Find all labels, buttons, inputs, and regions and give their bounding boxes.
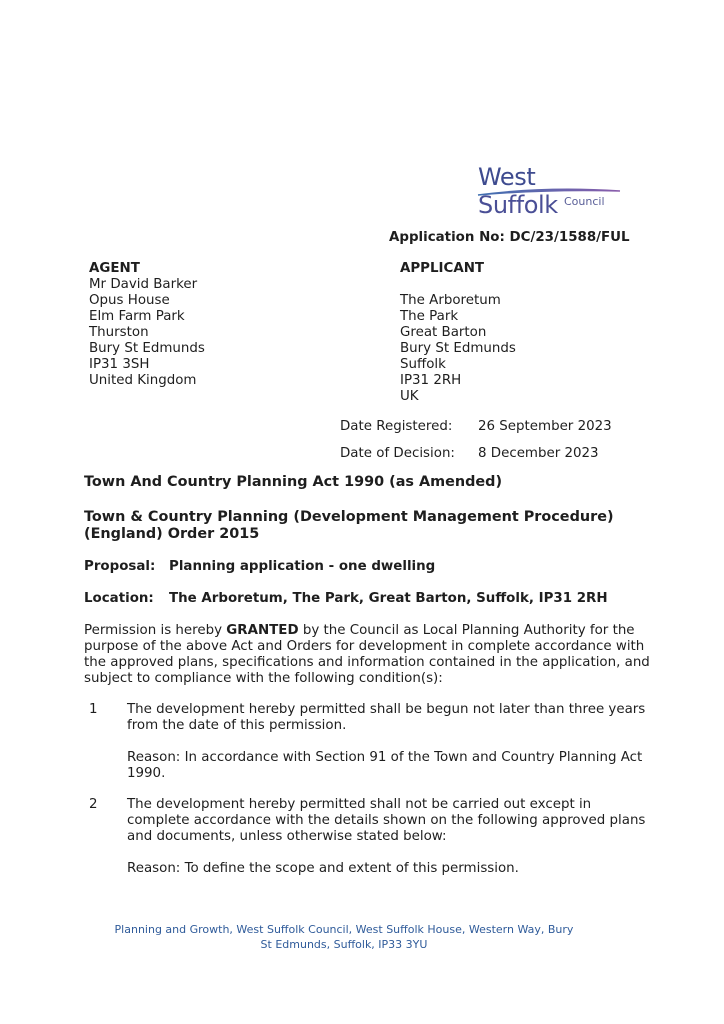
footer-line1: Planning and Growth, West Suffolk Council, West Suffolk House, Western Way, Bury (114, 923, 574, 936)
condition-reason (127, 861, 519, 877)
footer-line2: St Edmunds, Suffolk, IP33 3YU (260, 938, 428, 951)
applicant-line: UK (400, 389, 419, 404)
application-label: Application No: (389, 230, 505, 245)
permission-line: subject to compliance with the following condition(s): (84, 671, 443, 686)
applicant-heading: APPLICANT (400, 261, 485, 276)
condition-text-line: complete accordance with the details shown on the following approved plans (127, 813, 646, 828)
date-registered-label: Date Registered: (340, 419, 453, 434)
agent-line: IP31 3SH (89, 357, 150, 372)
date-registered-value: 26 September 2023 (478, 419, 612, 434)
permission-line-first (84, 623, 650, 639)
agent-line: Elm Farm Park (89, 309, 185, 324)
applicant-line: Suffolk (400, 357, 446, 372)
permission-paragraph (84, 623, 650, 687)
council-logo (472, 160, 622, 219)
logo-word-west: West (478, 163, 536, 191)
order-heading-line1: Town & Country Planning (Development Management Procedure) (84, 509, 614, 525)
proposal-label: Proposal: (84, 559, 156, 574)
date-decision-value: 8 December 2023 (478, 446, 599, 461)
applicant-line: Great Barton (400, 325, 487, 340)
condition-reason-line: Reason: In accordance with Section 91 of the Town and Country Planning Act (127, 750, 643, 765)
condition-number: 1 (89, 702, 98, 717)
applicant-line: Bury St Edmunds (400, 341, 516, 356)
permission-line: purpose of the above Act and Orders for development in complete accordance with (84, 639, 645, 654)
applicant-line (400, 277, 516, 293)
permission-line: the approved plans, specifications and information contained in the application, and (84, 655, 650, 670)
applicant-line: The Arboretum (400, 293, 501, 308)
agent-line: Thurston (89, 325, 149, 340)
applicant-line: IP31 2RH (400, 373, 462, 388)
granted-text: GRANTED (226, 623, 299, 638)
condition-reason-line: 1990. (127, 766, 166, 781)
order-heading-line2: (England) Order 2015 (84, 526, 260, 542)
agent-line: Mr David Barker (89, 277, 198, 292)
permission-pre: Permission is hereby (84, 623, 227, 638)
agent-block (89, 261, 205, 389)
application-number (389, 230, 630, 246)
permission-post: by the Council as Local Planning Authority for the (298, 623, 635, 638)
act-heading: Town And Country Planning Act 1990 (as Amended) (84, 474, 503, 490)
logo-word-suffolk: Suffolk (478, 191, 558, 219)
condition-text-line: The development hereby permitted shall not be carried out except in (127, 797, 592, 812)
condition-reason (127, 750, 642, 782)
agent-heading: AGENT (89, 261, 140, 276)
agent-line: Opus House (89, 293, 170, 308)
logo-subtitle: Council (564, 195, 605, 208)
agent-line: United Kingdom (89, 373, 197, 388)
condition-text (127, 702, 645, 734)
date-decision-label: Date of Decision: (340, 446, 455, 461)
proposal-value: Planning application - one dwelling (169, 559, 436, 574)
location-value: The Arboretum, The Park, Great Barton, Suffolk, IP31 2RH (169, 591, 608, 606)
condition-text-line: The development hereby permitted shall be begun not later than three years (127, 702, 646, 717)
condition-text-line: from the date of this permission. (127, 718, 347, 733)
applicant-block (400, 261, 516, 405)
applicant-line: The Park (400, 309, 459, 324)
location-label: Location: (84, 591, 154, 606)
condition-text-line: and documents, unless otherwise stated below: (127, 829, 447, 844)
condition-reason-line: Reason: To define the scope and extent of this permission. (127, 861, 519, 876)
application-value: DC/23/1588/FUL (509, 230, 630, 245)
condition-number: 2 (89, 797, 98, 812)
agent-line: Bury St Edmunds (89, 341, 205, 356)
condition-text (127, 797, 645, 845)
